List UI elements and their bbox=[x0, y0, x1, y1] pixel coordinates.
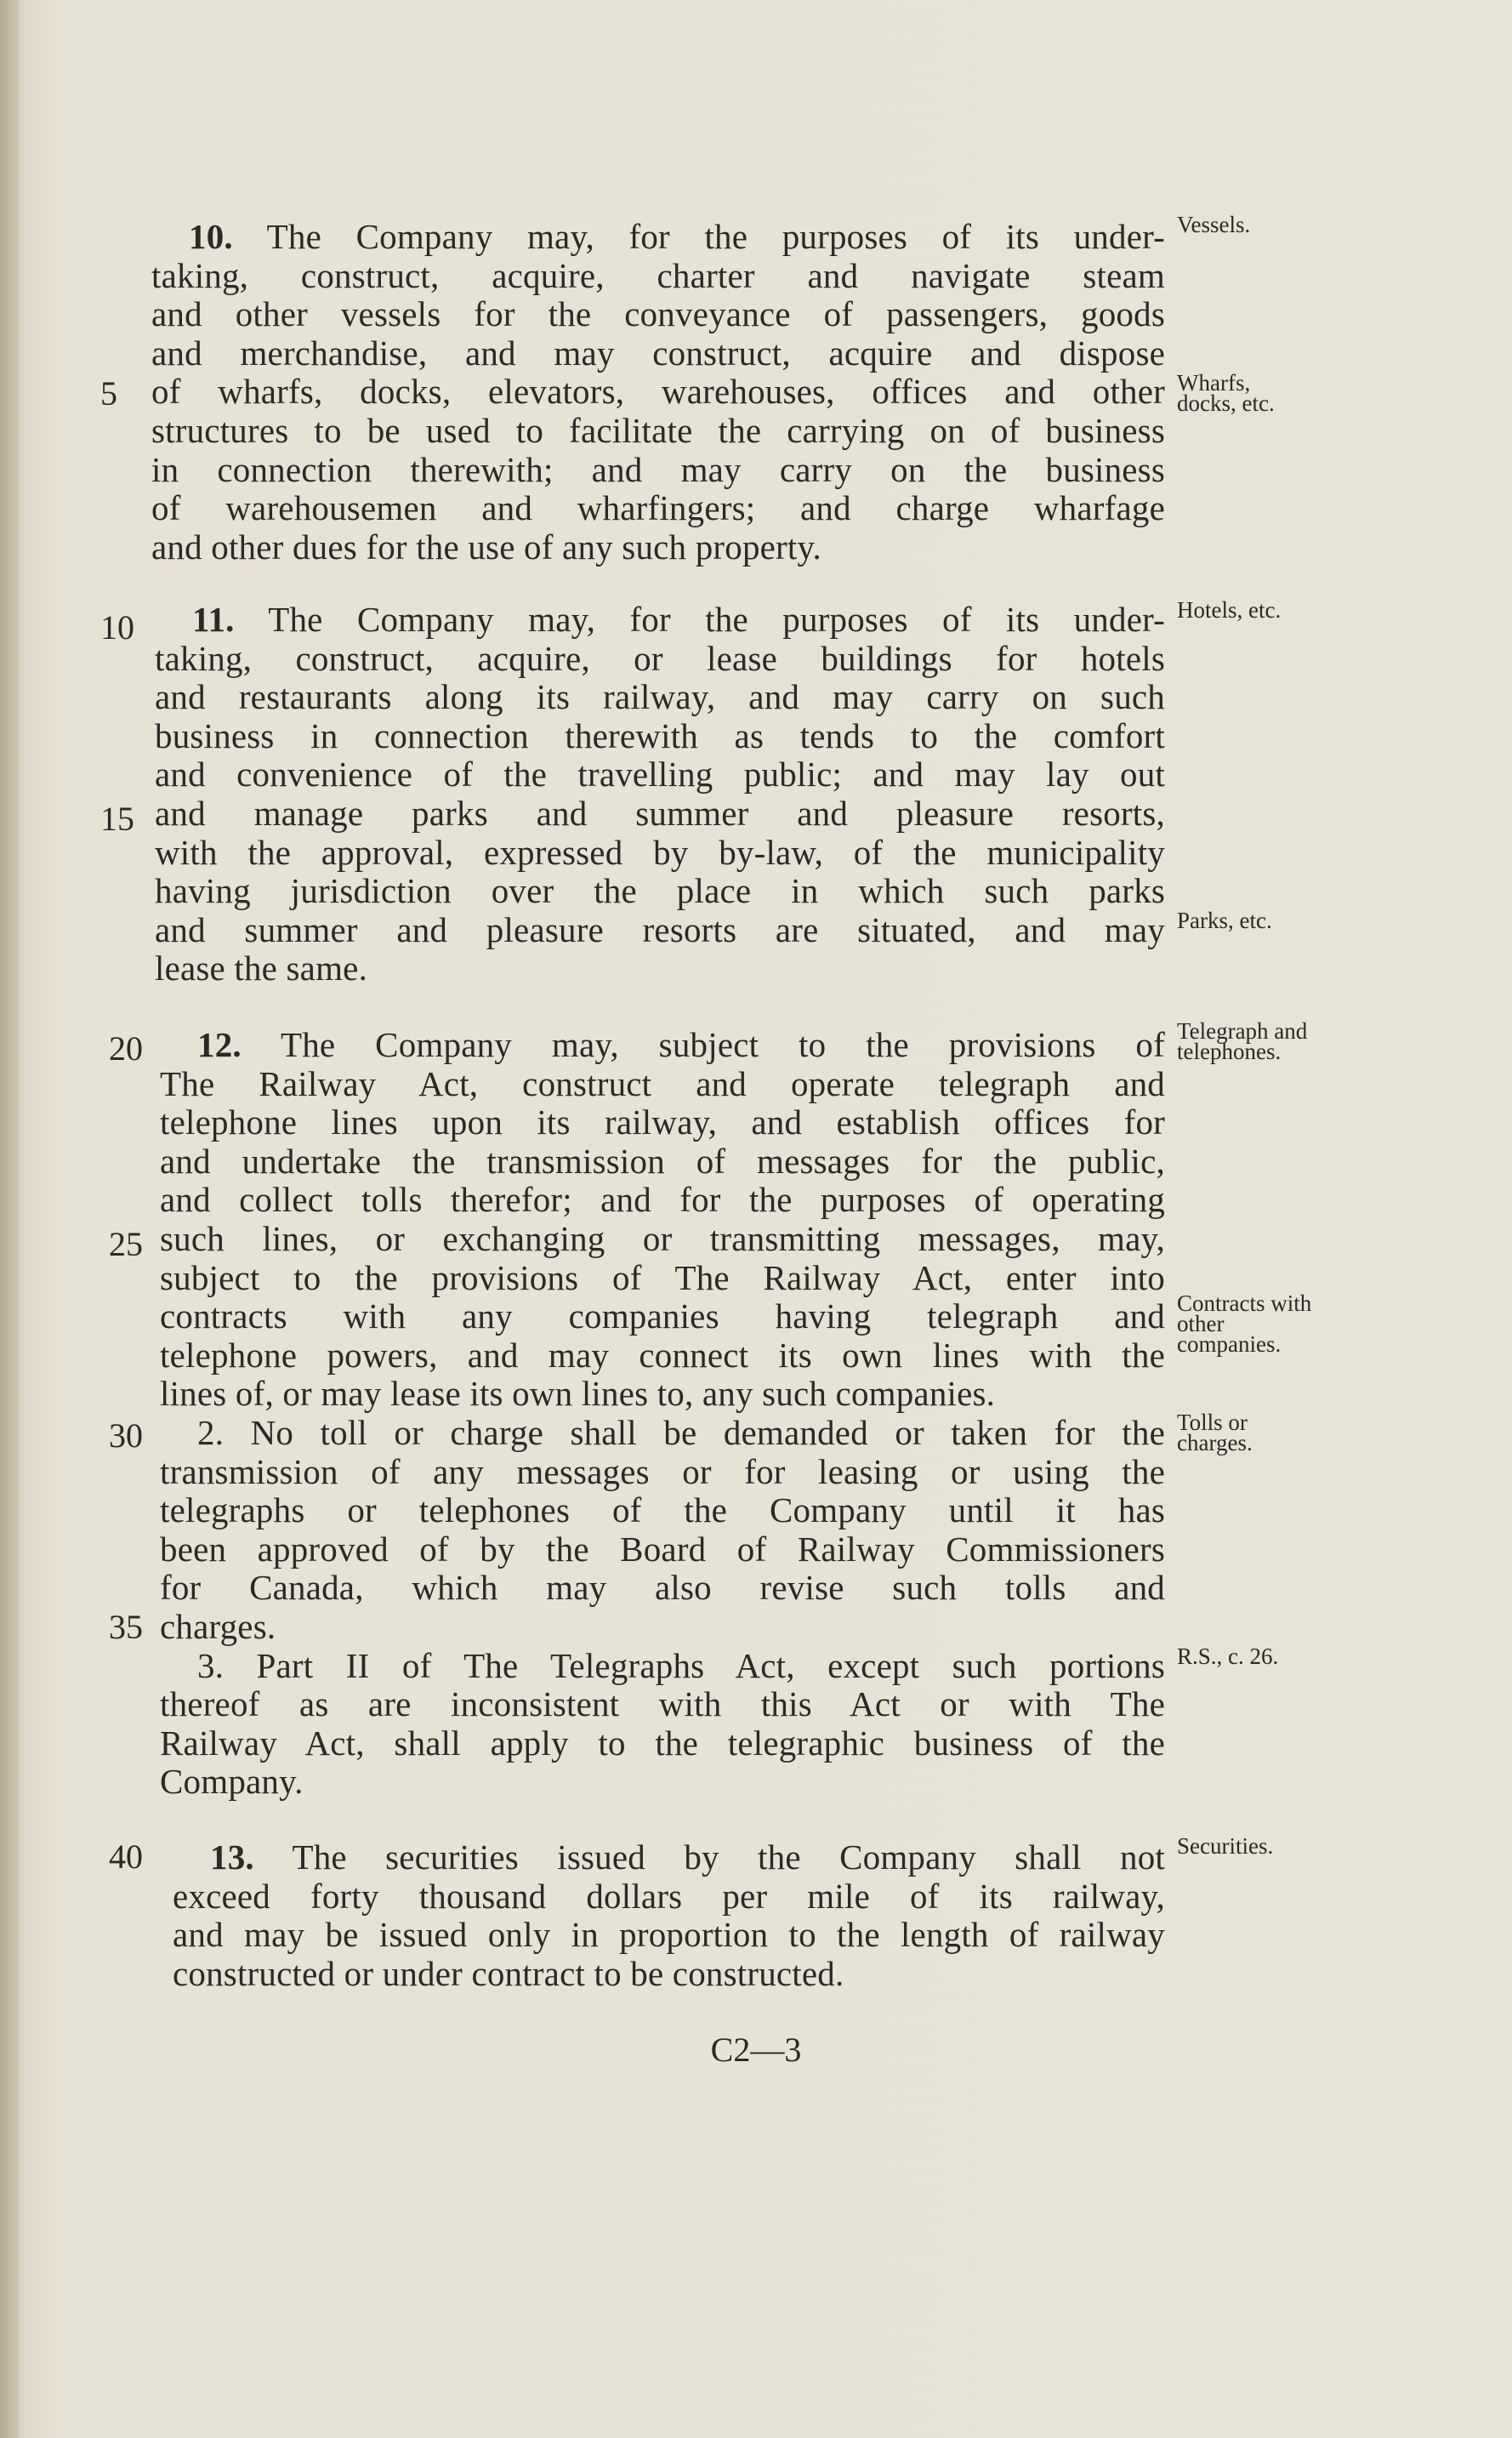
text-line bbox=[160, 1219, 1165, 1258]
line-text: contracts with any companies having telegraph and bbox=[160, 1296, 1165, 1336]
text-line bbox=[155, 639, 1165, 678]
line-number: 10 bbox=[100, 608, 134, 647]
line-text: and undertake the transmission of messages for the public, bbox=[160, 1141, 1165, 1181]
text-line bbox=[151, 333, 1165, 373]
line-text: and convenience of the travelling public; and may lay out bbox=[155, 755, 1165, 795]
line-text: Railway Act, shall apply to the telegraphic business of the bbox=[160, 1723, 1165, 1763]
margin-note: Telegraph and telephones. bbox=[1177, 1018, 1308, 1064]
text-line bbox=[155, 833, 1165, 872]
text-line bbox=[151, 294, 1165, 333]
line-number: 20 bbox=[109, 1029, 143, 1068]
text-line bbox=[192, 600, 1165, 639]
text-line bbox=[160, 1607, 1165, 1646]
line-text: and other dues for the use of any such property. bbox=[151, 527, 821, 567]
text-line bbox=[151, 488, 1165, 527]
section-number: 10. bbox=[189, 217, 233, 256]
line-number: 5 bbox=[100, 374, 117, 413]
line-text: 2. No toll or charge shall be demanded or taken for the bbox=[197, 1413, 1165, 1452]
line-text: thereof as are inconsistent with this Act or with The bbox=[160, 1684, 1165, 1724]
line-text: telephone lines upon its railway, and establish offices for bbox=[160, 1102, 1165, 1142]
line-text: lines of, or may lease its own lines to, any such companies. bbox=[160, 1374, 996, 1414]
binding-edge bbox=[0, 0, 19, 2438]
text-line bbox=[160, 1296, 1165, 1336]
line-text: taking, construct, acquire, charter and navigate steam bbox=[151, 255, 1165, 295]
text-line bbox=[160, 1452, 1165, 1491]
line-text: telephone powers, and may connect its own lines with the bbox=[160, 1335, 1165, 1375]
line-text: The Company may, for the purposes of its under- bbox=[232, 217, 1165, 256]
text-line bbox=[151, 256, 1165, 295]
line-text: and collect tolls therefor; and for the purposes of operating bbox=[160, 1180, 1165, 1220]
margin-note: Parks, etc. bbox=[1177, 908, 1272, 933]
text-line bbox=[155, 871, 1165, 910]
text-line bbox=[189, 217, 1165, 256]
margin-note: Tolls or charges. bbox=[1177, 1410, 1253, 1455]
text-line bbox=[155, 755, 1165, 794]
text-line bbox=[160, 1258, 1165, 1297]
line-text: such lines, or exchanging or transmitting messages, may, bbox=[160, 1219, 1165, 1258]
line-text: and restaurants along its railway, and may carry on such bbox=[155, 677, 1165, 717]
line-text: charges. bbox=[160, 1607, 276, 1646]
text-line bbox=[155, 794, 1165, 833]
text-line bbox=[151, 450, 1165, 489]
text-line bbox=[151, 372, 1165, 411]
section-number: 13. bbox=[210, 1837, 254, 1877]
line-text: and manage parks and summer and pleasure resorts, bbox=[155, 794, 1165, 833]
section-number: 12. bbox=[197, 1025, 242, 1064]
margin-note: Hotels, etc. bbox=[1177, 597, 1282, 623]
text-line bbox=[151, 527, 1165, 567]
line-text: in connection therewith; and may carry on the business bbox=[151, 449, 1165, 489]
line-number: 30 bbox=[109, 1416, 143, 1455]
text-line bbox=[160, 1490, 1165, 1529]
text-line bbox=[160, 1336, 1165, 1375]
text-line bbox=[160, 1374, 1165, 1413]
line-text: of warehousemen and wharfingers; and charge wharfage bbox=[151, 488, 1165, 528]
text-line bbox=[160, 1529, 1165, 1569]
line-text: for Canada, which may also revise such tolls and bbox=[160, 1568, 1165, 1608]
text-line bbox=[155, 948, 1165, 988]
margin-note: Wharfs, docks, etc. bbox=[1177, 370, 1275, 416]
text-line bbox=[151, 411, 1165, 450]
line-text: business in connection therewith as tends to the comfort bbox=[155, 715, 1165, 755]
line-text: having jurisdiction over the place in which such parks bbox=[155, 871, 1165, 911]
line-text: exceed forty thousand dollars per mile of its railway, bbox=[173, 1876, 1165, 1916]
line-text: been approved of by the Board of Railway Commissioners bbox=[160, 1529, 1165, 1569]
line-text: transmission of any messages or for leasing or using the bbox=[160, 1451, 1165, 1491]
margin-note: Securities. bbox=[1177, 1833, 1274, 1859]
line-text: 3. Part II of The Telegraphs Act, except such portions bbox=[197, 1645, 1165, 1685]
line-text: The securities issued by the Company shall not bbox=[253, 1837, 1165, 1877]
line-text: telegraphs or telephones of the Company until it has bbox=[160, 1490, 1165, 1530]
text-line bbox=[155, 910, 1165, 949]
line-text: and other vessels for the conveyance of passengers, goods bbox=[151, 294, 1165, 334]
line-text: structures to be used to facilitate the carrying on of business bbox=[151, 411, 1165, 450]
text-line bbox=[160, 1064, 1165, 1103]
line-number: 15 bbox=[100, 800, 134, 838]
text-line bbox=[173, 1954, 1165, 1993]
margin-note: Contracts with other companies. bbox=[1177, 1290, 1312, 1357]
line-text: Company. bbox=[160, 1762, 304, 1802]
line-text: The Railway Act, construct and operate telegraph and bbox=[160, 1063, 1165, 1103]
text-line bbox=[160, 1723, 1165, 1763]
line-text: subject to the provisions of The Railway Act, enter into bbox=[160, 1257, 1165, 1297]
page-footer: C2—3 bbox=[710, 2031, 802, 2069]
text-line bbox=[155, 716, 1165, 755]
text-line bbox=[210, 1837, 1165, 1877]
text-line bbox=[160, 1142, 1165, 1181]
text-line bbox=[173, 1877, 1165, 1916]
text-line bbox=[160, 1102, 1165, 1142]
line-text: The Company may, for the purposes of its under- bbox=[234, 600, 1165, 639]
margin-note: Vessels. bbox=[1177, 212, 1251, 237]
text-line bbox=[173, 1915, 1165, 1954]
text-line bbox=[160, 1180, 1165, 1219]
line-number: 25 bbox=[109, 1225, 143, 1263]
line-text: The Company may, subject to the provisions of bbox=[241, 1025, 1165, 1064]
line-number: 40 bbox=[109, 1837, 143, 1876]
line-text: constructed or under contract to be constructed. bbox=[173, 1953, 844, 1993]
text-line bbox=[155, 677, 1165, 716]
margin-note: R.S., c. 26. bbox=[1177, 1643, 1279, 1669]
section-number: 11. bbox=[192, 600, 235, 639]
line-text: taking, construct, acquire, or lease buildings for hotels bbox=[155, 638, 1165, 678]
line-text: lease the same. bbox=[155, 948, 368, 988]
text-line bbox=[160, 1684, 1165, 1723]
line-text: and merchandise, and may construct, acquire and dispose bbox=[151, 333, 1165, 373]
line-text: of wharfs, docks, elevators, warehouses, offices and other bbox=[151, 372, 1165, 412]
text-line bbox=[197, 1025, 1165, 1064]
text-line bbox=[160, 1568, 1165, 1607]
text-line bbox=[160, 1762, 1165, 1801]
line-text: with the approval, expressed by by-law, of the municipality bbox=[155, 832, 1165, 872]
text-line bbox=[197, 1413, 1165, 1452]
text-line bbox=[197, 1646, 1165, 1685]
line-number: 35 bbox=[109, 1608, 143, 1646]
line-text: and may be issued only in proportion to the length of railway bbox=[173, 1915, 1165, 1955]
line-text: and summer and pleasure resorts are situated, and may bbox=[155, 909, 1165, 949]
